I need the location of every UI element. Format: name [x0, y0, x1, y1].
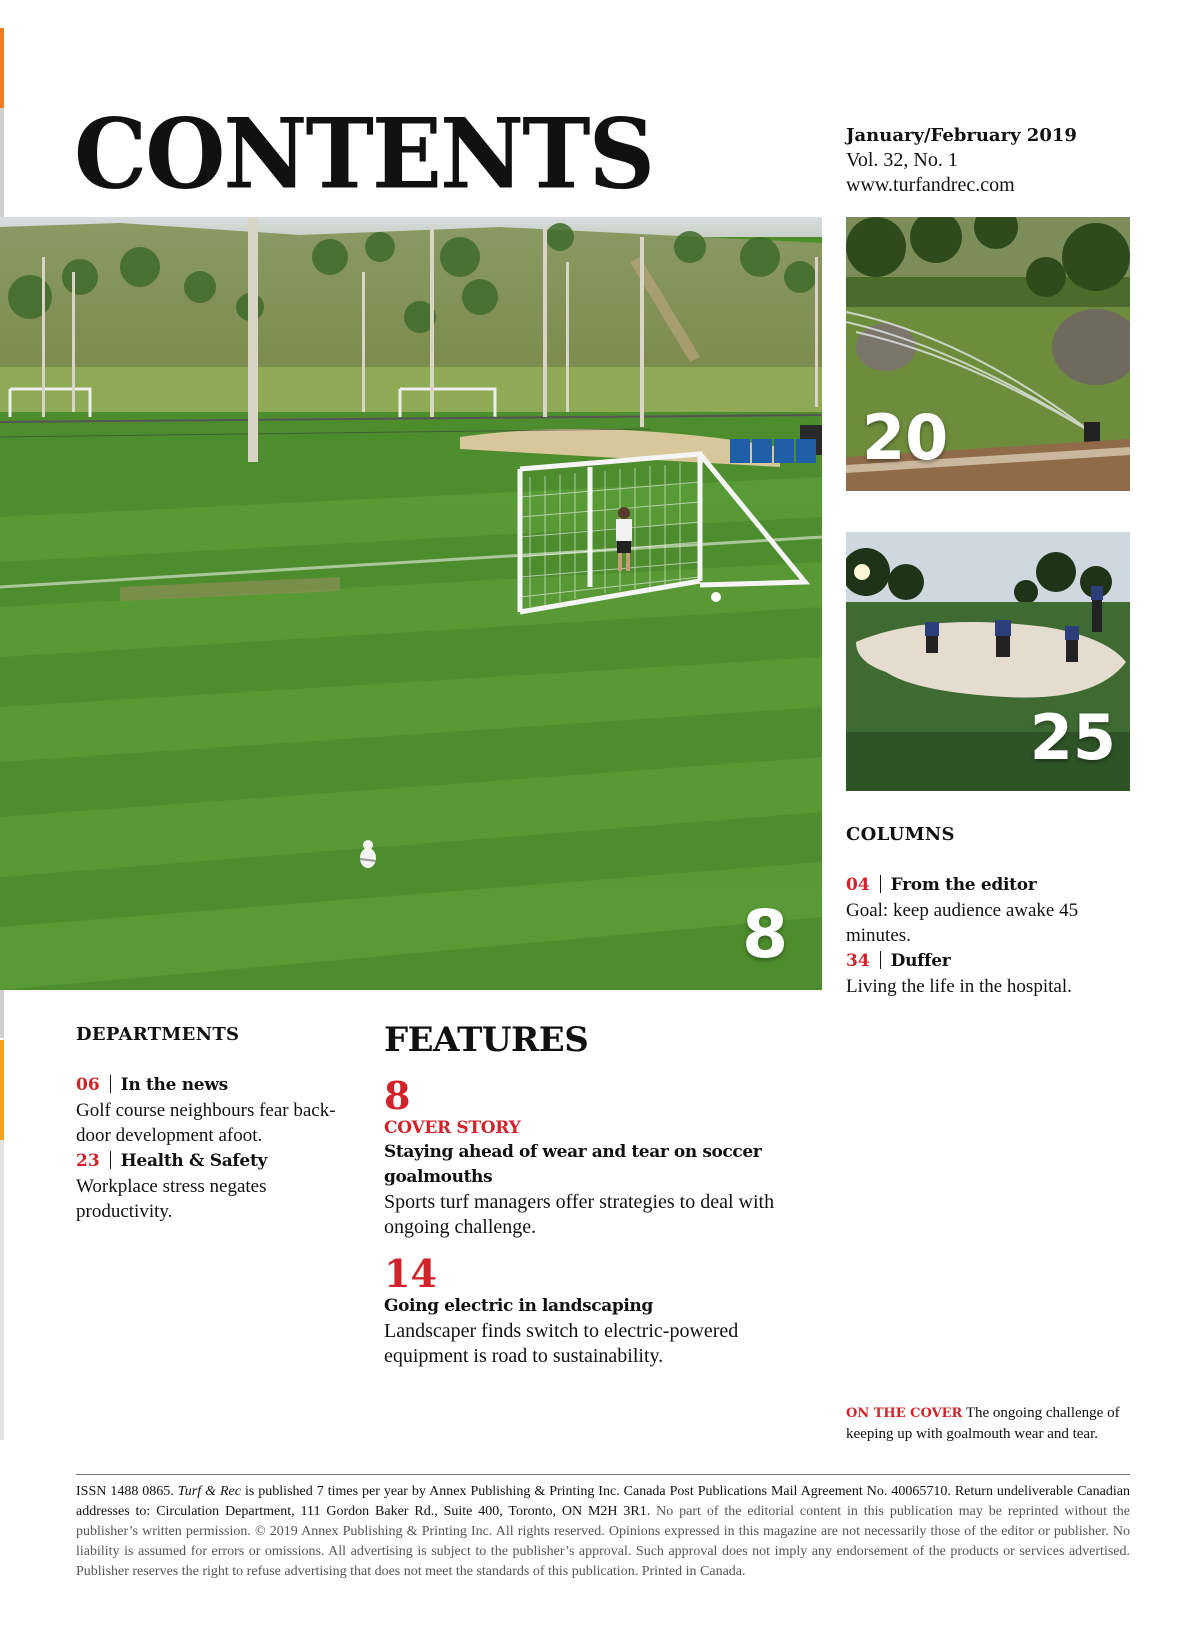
publication-footer — [76, 1482, 1130, 1582]
cover-note — [846, 1403, 1136, 1444]
divider — [880, 951, 881, 969]
page-edge-mark — [0, 1040, 4, 1140]
list-item[interactable] — [76, 1072, 346, 1148]
divider — [110, 1151, 111, 1169]
feature-page-number: 14 — [384, 1251, 437, 1296]
cover-photo-soccer-field[interactable] — [0, 217, 822, 990]
feature-title: Going electric in landscaping — [384, 1296, 653, 1316]
cover-note-label: ON THE COVER — [846, 1406, 963, 1421]
list-item[interactable] — [846, 872, 1116, 948]
legal-notice: No part of the editorial content in this publication may be reprinted without the publisher’s written permission. © 2019 Annex Publishing & Printing Inc. All rights reserved. Opinions expressed in this magazine are not necessarily those of the editor or publisher. No liability is assumed for errors or omissions. All advertising is subject to the publisher’s approval. Such approval does not imply any endorsement of the products or services advertised. Publisher reserves the right to refuse advertising that does not meet the standards of this publication. Printed in Canada. — [76, 1504, 1131, 1579]
item-description: Golf course neighbours fear back-door development afoot. — [76, 1100, 336, 1146]
page-number: 04 — [846, 875, 870, 895]
publication-name: Turf & Rec — [177, 1484, 241, 1499]
columns-heading: COLUMNS — [846, 824, 955, 845]
departments-list — [76, 1072, 346, 1224]
feature-page-number: 8 — [384, 1073, 411, 1118]
hero-page-number: 8 — [742, 896, 788, 973]
publishing-info: is published 7 times per year by Annex Publishing & Printing Inc. Canada Post Publications Mail Agreement No. 40065710. — [244, 1484, 951, 1499]
list-item[interactable] — [846, 948, 1116, 999]
page-number: 06 — [76, 1075, 100, 1095]
page-title: CONTENTS — [74, 97, 654, 211]
item-title: Health & Safety — [120, 1151, 268, 1171]
photo-sprinkler[interactable] — [846, 217, 1130, 491]
page-number: 34 — [846, 951, 870, 971]
cover-note-text: The ongoing challenge of keeping up with goalmouth wear and tear. — [846, 1405, 1120, 1442]
item-description: Goal: keep audience awake 45 minutes. — [846, 900, 1079, 946]
list-item[interactable] — [76, 1148, 346, 1224]
feature-description: Landscaper finds switch to electric-powered equipment is road to sustainability. — [384, 1320, 739, 1367]
page-number: 23 — [76, 1151, 100, 1171]
item-title: Duffer — [890, 951, 951, 971]
return-address: Return undeliverable Canadian addresses to: Circulation Department, 111 Gordon Baker Rd., Suite 400, Toronto, ON M2H 3R1. — [76, 1484, 1130, 1519]
page-edge-mark — [0, 1140, 4, 1440]
columns-list — [846, 872, 1116, 999]
issn: ISSN 1488 0865. — [76, 1484, 174, 1499]
issue-date: January/February 2019 — [846, 125, 1077, 146]
issue-info — [846, 123, 1077, 198]
item-description: Workplace stress negates productivity. — [76, 1176, 267, 1222]
features-heading: FEATURES — [384, 1020, 589, 1060]
website-link[interactable]: www.turfandrec.com — [846, 174, 1015, 196]
feature-title: Staying ahead of wear and tear on soccer goalmouths — [384, 1142, 762, 1187]
divider — [110, 1075, 111, 1093]
soccer-field-illustration — [0, 217, 822, 990]
feature-item[interactable] — [384, 1251, 804, 1369]
footer-divider — [76, 1474, 1130, 1475]
feature-description: Sports turf managers offer strategies to deal with ongoing challenge. — [384, 1191, 775, 1238]
item-description: Living the life in the hospital. — [846, 976, 1072, 997]
item-title: From the editor — [890, 875, 1037, 895]
thumb1-page-number: 20 — [862, 401, 949, 474]
feature-item[interactable] — [384, 1073, 804, 1240]
divider — [880, 875, 881, 893]
cover-story-tag: COVER STORY — [384, 1118, 521, 1138]
thumb2-page-number: 25 — [1029, 701, 1116, 774]
photo-bunker-crew[interactable] — [846, 532, 1130, 791]
item-title: In the news — [120, 1075, 228, 1095]
page-edge-mark — [0, 28, 4, 108]
departments-heading: DEPARTMENTS — [76, 1024, 240, 1045]
issue-volume: Vol. 32, No. 1 — [846, 149, 958, 171]
